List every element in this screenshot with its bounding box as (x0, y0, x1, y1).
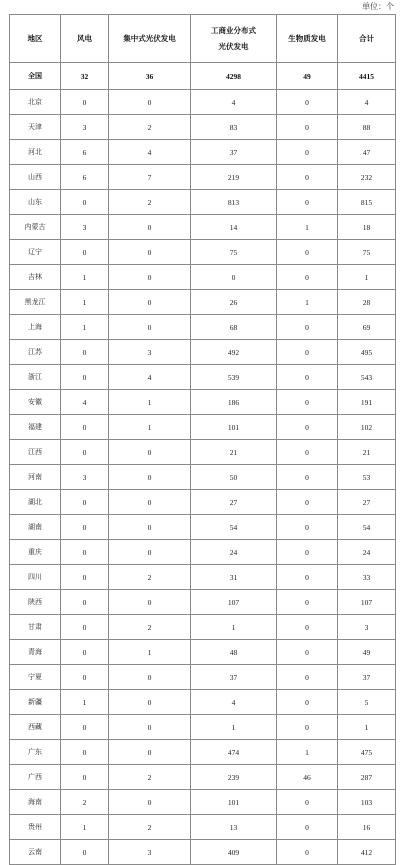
cell-distributed-pv: 14 (191, 215, 277, 240)
cell-centralized-pv: 0 (109, 440, 191, 465)
cell-wind: 0 (61, 190, 109, 215)
cell-region: 广西 (10, 765, 61, 790)
cell-total: 47 (338, 140, 396, 165)
cell-distributed-pv: 13 (191, 815, 277, 840)
table-row (10, 765, 396, 790)
cell-distributed-pv: 4 (191, 690, 277, 715)
cell-region: 安徽 (10, 390, 61, 415)
cell-region: 湖南 (10, 515, 61, 540)
cell-distributed-pv: 50 (191, 465, 277, 490)
cell-region: 贵州 (10, 815, 61, 840)
cell-total: 1 (338, 265, 396, 290)
cell-wind: 1 (61, 815, 109, 840)
cell-distributed-pv: 539 (191, 365, 277, 390)
cell-distributed-pv: 219 (191, 165, 277, 190)
cell-centralized-pv: 3 (109, 340, 191, 365)
cell-total: 103 (338, 790, 396, 815)
cell-region: 辽宁 (10, 240, 61, 265)
projects-table (9, 14, 396, 865)
cell-wind: 1 (61, 315, 109, 340)
cell-centralized-pv: 1 (109, 640, 191, 665)
cell-centralized-pv: 2 (109, 565, 191, 590)
cell-distributed-pv: 186 (191, 390, 277, 415)
cell-wind: 0 (61, 715, 109, 740)
cell-biomass: 0 (277, 340, 338, 365)
cell-biomass: 0 (277, 365, 338, 390)
header-total: 合计 (338, 15, 396, 63)
cell-region: 宁夏 (10, 665, 61, 690)
cell-centralized-pv: 2 (109, 765, 191, 790)
cell-distributed-pv: 107 (191, 590, 277, 615)
cell-region: 福建 (10, 415, 61, 440)
cell-biomass: 0 (277, 565, 338, 590)
cell-biomass: 0 (277, 665, 338, 690)
cell-wind: 1 (61, 265, 109, 290)
table-row (10, 615, 396, 640)
cell-centralized-pv: 0 (109, 315, 191, 340)
cell-region: 河南 (10, 465, 61, 490)
cell-wind: 0 (61, 365, 109, 390)
cell-biomass: 0 (277, 140, 338, 165)
cell-wind: 0 (61, 740, 109, 765)
cell-wind: 0 (61, 440, 109, 465)
cell-distributed-pv: 27 (191, 490, 277, 515)
cell-biomass: 0 (277, 790, 338, 815)
cell-biomass: 0 (277, 240, 338, 265)
cell-biomass: 0 (277, 715, 338, 740)
cell-region: 浙江 (10, 365, 61, 390)
cell-biomass: 0 (277, 90, 338, 115)
table-row (10, 665, 396, 690)
cell-wind: 3 (61, 465, 109, 490)
cell-region: 重庆 (10, 540, 61, 565)
cell-biomass: 0 (277, 640, 338, 665)
cell-biomass: 0 (277, 165, 338, 190)
cell-wind: 0 (61, 90, 109, 115)
cell-region: 上海 (10, 315, 61, 340)
cell-biomass: 0 (277, 465, 338, 490)
table-row (10, 365, 396, 390)
cell-total: 75 (338, 240, 396, 265)
cell-centralized-pv: 0 (109, 715, 191, 740)
cell-wind: 0 (61, 240, 109, 265)
cell-region: 新疆 (10, 690, 61, 715)
cell-distributed-pv: 68 (191, 315, 277, 340)
cell-region: 西藏 (10, 715, 61, 740)
table-row (10, 540, 396, 565)
cell-biomass: 0 (277, 515, 338, 540)
cell-total: 37 (338, 665, 396, 690)
cell-total: 27 (338, 490, 396, 515)
header-wind: 风电 (61, 15, 109, 63)
cell-region: 海南 (10, 790, 61, 815)
cell-total: 1 (338, 715, 396, 740)
cell-distributed-pv: 54 (191, 515, 277, 540)
cell-biomass: 0 (277, 440, 338, 465)
cell-centralized-pv: 0 (109, 790, 191, 815)
cell-region: 四川 (10, 565, 61, 590)
header-distributed-pv: 工商业分布式 光伏发电 (191, 15, 277, 63)
table-row (10, 215, 396, 240)
cell-distributed-pv: 239 (191, 765, 277, 790)
table-row (10, 165, 396, 190)
cell-biomass: 0 (277, 490, 338, 515)
cell-total: 16 (338, 815, 396, 840)
cell-distributed-pv: 1 (191, 615, 277, 640)
total-biomass: 49 (277, 63, 338, 90)
cell-biomass: 0 (277, 265, 338, 290)
cell-biomass: 1 (277, 290, 338, 315)
total-region: 全国 (10, 63, 61, 90)
cell-region: 江西 (10, 440, 61, 465)
cell-distributed-pv: 4 (191, 90, 277, 115)
cell-centralized-pv: 2 (109, 190, 191, 215)
table-row (10, 190, 396, 215)
table-row (10, 490, 396, 515)
cell-wind: 3 (61, 115, 109, 140)
cell-distributed-pv: 26 (191, 290, 277, 315)
cell-centralized-pv: 7 (109, 165, 191, 190)
cell-wind: 0 (61, 640, 109, 665)
cell-biomass: 46 (277, 765, 338, 790)
cell-biomass: 0 (277, 115, 338, 140)
cell-centralized-pv: 0 (109, 290, 191, 315)
cell-centralized-pv: 0 (109, 265, 191, 290)
cell-distributed-pv: 813 (191, 190, 277, 215)
total-row (10, 63, 396, 90)
cell-region: 内蒙古 (10, 215, 61, 240)
cell-total: 543 (338, 365, 396, 390)
cell-region: 黑龙江 (10, 290, 61, 315)
cell-centralized-pv: 0 (109, 490, 191, 515)
table-row (10, 415, 396, 440)
cell-distributed-pv: 37 (191, 140, 277, 165)
cell-wind: 4 (61, 390, 109, 415)
table-row (10, 465, 396, 490)
cell-wind: 0 (61, 665, 109, 690)
cell-total: 69 (338, 315, 396, 340)
table-row (10, 115, 396, 140)
table-row (10, 790, 396, 815)
cell-distributed-pv: 474 (191, 740, 277, 765)
cell-wind: 1 (61, 290, 109, 315)
table-row (10, 715, 396, 740)
table-row (10, 340, 396, 365)
total-wind: 32 (61, 63, 109, 90)
cell-region: 湖北 (10, 490, 61, 515)
cell-total: 5 (338, 690, 396, 715)
cell-wind: 0 (61, 340, 109, 365)
cell-centralized-pv: 0 (109, 590, 191, 615)
cell-centralized-pv: 0 (109, 215, 191, 240)
total-centralized-pv: 36 (109, 63, 191, 90)
cell-total: 18 (338, 215, 396, 240)
table-row (10, 90, 396, 115)
cell-distributed-pv: 75 (191, 240, 277, 265)
total-distributed-pv: 4298 (191, 63, 277, 90)
cell-centralized-pv: 2 (109, 815, 191, 840)
cell-biomass: 0 (277, 840, 338, 865)
table-row (10, 390, 396, 415)
cell-distributed-pv: 83 (191, 115, 277, 140)
table-row (10, 590, 396, 615)
cell-biomass: 0 (277, 390, 338, 415)
cell-distributed-pv: 37 (191, 665, 277, 690)
cell-centralized-pv: 3 (109, 840, 191, 865)
cell-wind: 0 (61, 490, 109, 515)
cell-biomass: 0 (277, 315, 338, 340)
cell-centralized-pv: 0 (109, 465, 191, 490)
cell-biomass: 0 (277, 590, 338, 615)
cell-region: 山西 (10, 165, 61, 190)
cell-total: 33 (338, 565, 396, 590)
table-row (10, 290, 396, 315)
cell-centralized-pv: 0 (109, 690, 191, 715)
cell-distributed-pv: 48 (191, 640, 277, 665)
table-row (10, 515, 396, 540)
cell-centralized-pv: 4 (109, 365, 191, 390)
cell-region: 河北 (10, 140, 61, 165)
cell-total: 287 (338, 765, 396, 790)
cell-wind: 0 (61, 765, 109, 790)
cell-centralized-pv: 0 (109, 515, 191, 540)
table-row (10, 690, 396, 715)
cell-distributed-pv: 24 (191, 540, 277, 565)
table-row (10, 565, 396, 590)
cell-centralized-pv: 1 (109, 390, 191, 415)
cell-region: 天津 (10, 115, 61, 140)
cell-region: 甘肃 (10, 615, 61, 640)
cell-distributed-pv: 101 (191, 415, 277, 440)
cell-biomass: 0 (277, 190, 338, 215)
cell-biomass: 0 (277, 540, 338, 565)
cell-total: 815 (338, 190, 396, 215)
cell-total: 412 (338, 840, 396, 865)
cell-biomass: 1 (277, 740, 338, 765)
table-row (10, 240, 396, 265)
cell-centralized-pv: 0 (109, 665, 191, 690)
header-region: 地区 (10, 15, 61, 63)
table-row (10, 265, 396, 290)
cell-biomass: 0 (277, 690, 338, 715)
cell-total: 4 (338, 90, 396, 115)
cell-total: 232 (338, 165, 396, 190)
cell-wind: 0 (61, 565, 109, 590)
cell-wind: 6 (61, 140, 109, 165)
cell-total: 495 (338, 340, 396, 365)
cell-distributed-pv: 492 (191, 340, 277, 365)
cell-total: 107 (338, 590, 396, 615)
cell-wind: 6 (61, 165, 109, 190)
cell-centralized-pv: 2 (109, 615, 191, 640)
cell-total: 102 (338, 415, 396, 440)
table-row (10, 740, 396, 765)
cell-wind: 2 (61, 790, 109, 815)
cell-wind: 0 (61, 840, 109, 865)
cell-centralized-pv: 2 (109, 115, 191, 140)
cell-region: 北京 (10, 90, 61, 115)
cell-total: 475 (338, 740, 396, 765)
table-row (10, 815, 396, 840)
cell-distributed-pv: 1 (191, 715, 277, 740)
table-row (10, 640, 396, 665)
cell-distributed-pv: 21 (191, 440, 277, 465)
cell-centralized-pv: 0 (109, 540, 191, 565)
cell-wind: 0 (61, 590, 109, 615)
cell-distributed-pv: 31 (191, 565, 277, 590)
cell-region: 青海 (10, 640, 61, 665)
cell-total: 24 (338, 540, 396, 565)
cell-total: 28 (338, 290, 396, 315)
header-centralized-pv: 集中式光伏发电 (109, 15, 191, 63)
cell-region: 广东 (10, 740, 61, 765)
cell-total: 21 (338, 440, 396, 465)
cell-total: 3 (338, 615, 396, 640)
cell-region: 吉林 (10, 265, 61, 290)
cell-region: 陕西 (10, 590, 61, 615)
cell-distributed-pv: 101 (191, 790, 277, 815)
cell-region: 江苏 (10, 340, 61, 365)
header-biomass: 生物质发电 (277, 15, 338, 63)
table-row (10, 140, 396, 165)
cell-wind: 0 (61, 615, 109, 640)
cell-biomass: 0 (277, 615, 338, 640)
cell-centralized-pv: 4 (109, 140, 191, 165)
cell-biomass: 1 (277, 215, 338, 240)
cell-wind: 0 (61, 415, 109, 440)
cell-wind: 0 (61, 515, 109, 540)
cell-wind: 1 (61, 690, 109, 715)
table-row (10, 840, 396, 865)
table-header-row (10, 15, 396, 63)
cell-region: 云南 (10, 840, 61, 865)
cell-wind: 0 (61, 540, 109, 565)
table-row (10, 440, 396, 465)
cell-centralized-pv: 0 (109, 740, 191, 765)
cell-centralized-pv: 1 (109, 415, 191, 440)
cell-distributed-pv: 0 (191, 265, 277, 290)
cell-total: 54 (338, 515, 396, 540)
cell-distributed-pv: 409 (191, 840, 277, 865)
cell-total: 191 (338, 390, 396, 415)
total-sum: 4415 (338, 63, 396, 90)
cell-total: 53 (338, 465, 396, 490)
cell-biomass: 0 (277, 815, 338, 840)
cell-total: 49 (338, 640, 396, 665)
cell-biomass: 0 (277, 415, 338, 440)
table-row (10, 315, 396, 340)
cell-region: 山东 (10, 190, 61, 215)
cell-wind: 3 (61, 215, 109, 240)
cell-centralized-pv: 0 (109, 90, 191, 115)
unit-label: 单位：个 (362, 2, 394, 11)
cell-total: 88 (338, 115, 396, 140)
cell-centralized-pv: 0 (109, 240, 191, 265)
